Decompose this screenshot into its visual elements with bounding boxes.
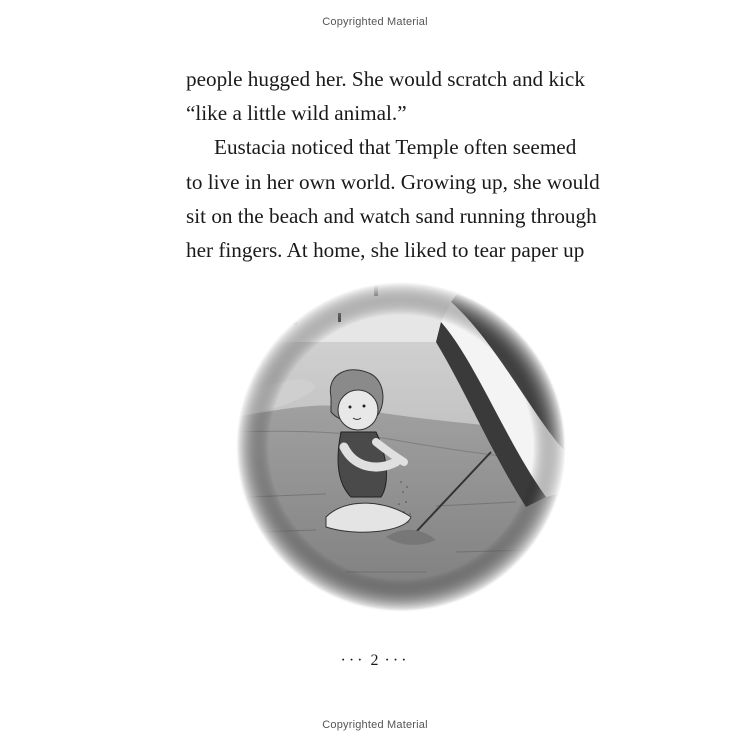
- text-line: Eustacia noticed that Temple often seemed: [214, 135, 577, 160]
- copyright-watermark-top: Copyrighted Material: [322, 16, 428, 28]
- text-line: “like a little wild animal.”: [186, 101, 407, 126]
- body-text: [186, 62, 600, 267]
- beach-illustration: [236, 282, 566, 612]
- text-line: her fingers. At home, she liked to tear paper up: [186, 238, 585, 263]
- beach-scene-image: [236, 282, 566, 612]
- footer-dots-left: ···: [340, 652, 366, 669]
- page-number: 2: [370, 652, 380, 669]
- text-line: to live in her own world. Growing up, she would: [186, 169, 600, 194]
- page-number-footer: [0, 652, 750, 670]
- text-line: people hugged her. She would scratch and kick: [186, 67, 585, 91]
- text-line: sit on the beach and watch sand running through: [186, 203, 597, 228]
- footer-dots-right: ···: [384, 652, 410, 669]
- copyright-watermark-bottom: Copyrighted Material: [322, 719, 428, 731]
